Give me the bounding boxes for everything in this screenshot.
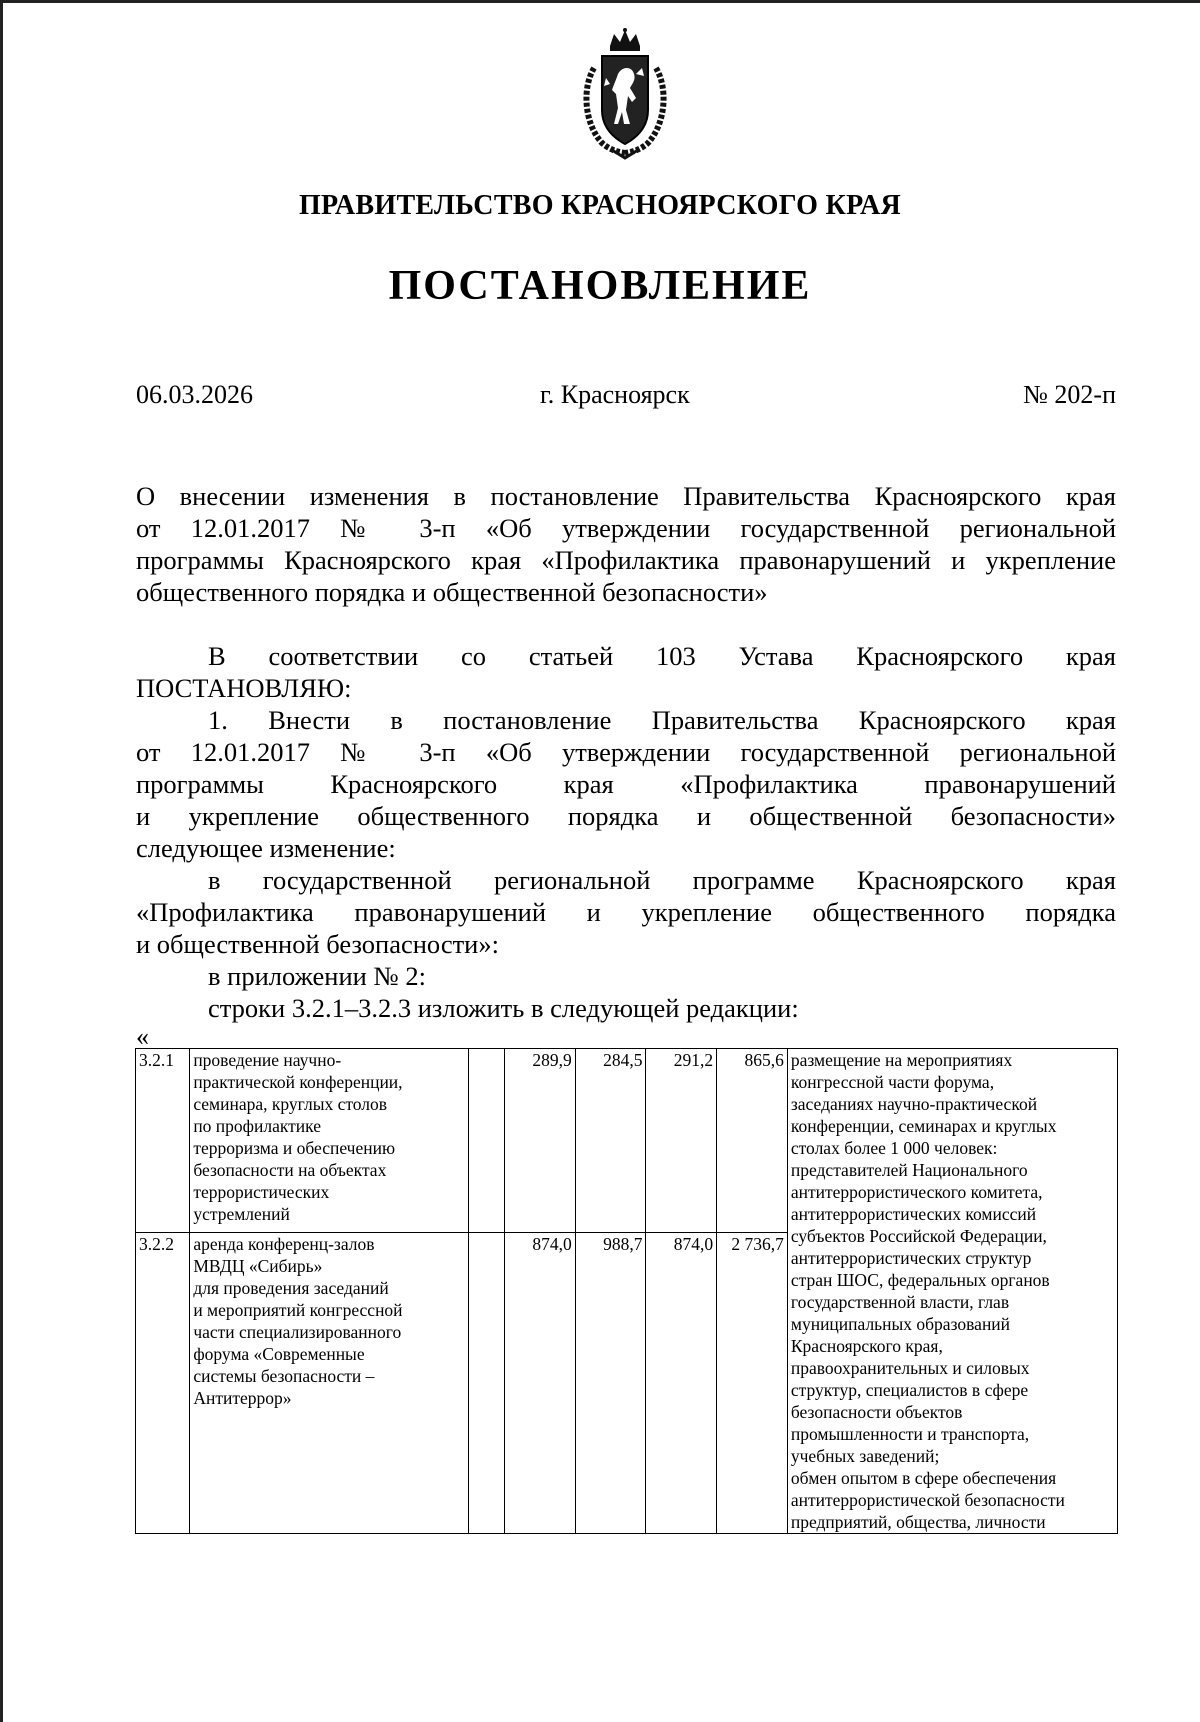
row-code: 3.2.2 (136, 1233, 190, 1534)
result-line: антитеррористических структур (790, 1248, 1032, 1268)
row-name (190, 1233, 469, 1534)
table-row (136, 1049, 1118, 1233)
result-line: антитеррористической безопасности (790, 1490, 1065, 1510)
coat-of-arms-icon (572, 28, 678, 160)
result-line: муниципальных образований (790, 1314, 1011, 1334)
document-type-title: ПОСТАНОВЛЕНИЕ (388, 263, 812, 309)
result-line: субъектов Российской Федерации, (790, 1226, 1047, 1246)
row-value-year-3: 874,0 (646, 1233, 717, 1534)
program-paragraph (136, 864, 1116, 960)
row-name-line: МВДЦ «Сибирь» (193, 1256, 323, 1276)
row-code: 3.2.1 (136, 1049, 190, 1233)
preamble-line: ПОСТАНОВЛЯЮ: (136, 673, 352, 703)
row-name-line: аренда конференц-залов (193, 1234, 375, 1254)
document-date: 06.03.2026 (136, 380, 253, 409)
row-value-year-3: 291,2 (646, 1049, 717, 1233)
row-name-line: семинара, круглых столов (193, 1094, 388, 1114)
row-value-year-1: 874,0 (505, 1233, 576, 1534)
result-line: представителей Национального (790, 1160, 1028, 1180)
preamble-line: В соответствии со статьей 103 Устава Красноярского края (208, 641, 1116, 671)
preamble-paragraph (136, 640, 1116, 704)
row-name-line: для проведения заседаний (193, 1278, 389, 1298)
row-value-total: 2 736,7 (717, 1233, 788, 1534)
result-line: предприятий, общества, личности (790, 1512, 1046, 1532)
page-edge-left (0, 0, 3, 1722)
row-name-line: и мероприятий конгрессной (193, 1300, 403, 1320)
title-line: от 12.01.2017 № 3-п «Об утверждении государственной региональной (136, 513, 1116, 543)
item-1-line: от 12.01.2017 № 3-п «Об утверждении государственной региональной (136, 737, 1116, 767)
result-line: антитеррористических комиссий (790, 1204, 1037, 1224)
row-value-total: 865,6 (717, 1049, 788, 1233)
row-value-year-2: 284,5 (575, 1049, 646, 1233)
row-empty-cell (469, 1233, 505, 1534)
program-table (135, 1048, 1118, 1534)
program-line: в государственной региональной программе Красноярского края (208, 865, 1116, 895)
title-line: О внесении изменения в постановление Правительства Красноярского края (136, 481, 1116, 511)
row-name-line: террористических (193, 1182, 330, 1202)
program-line: «Профилактика правонарушений и укрепление общественного порядка (136, 897, 1116, 927)
row-name-line: терроризма и обеспечению (193, 1138, 396, 1158)
row-name-line: форума «Современные (193, 1344, 365, 1364)
row-name (190, 1049, 469, 1233)
document-city: г. Красноярск (540, 380, 690, 409)
row-name-line: устремлений (193, 1204, 290, 1224)
row-name-line: части специализированного (193, 1322, 402, 1342)
expected-result-cell (787, 1049, 1117, 1534)
title-line: общественного порядка и общественной безопасности» (136, 577, 768, 607)
result-line: безопасности объектов (790, 1402, 963, 1422)
result-line: заседаниях научно-практической (790, 1094, 1038, 1114)
program-line: и общественной безопасности»: (136, 929, 499, 959)
row-name-line: системы безопасности – (193, 1366, 375, 1386)
row-value-year-1: 289,9 (505, 1049, 576, 1233)
result-line: правоохранительных и силовых (790, 1358, 1030, 1378)
item-1-line: и укрепление общественного порядка и общественной безопасности» (136, 801, 1116, 831)
rows-instruction-line: строки 3.2.1–3.2.3 изложить в следующей редакции: (208, 993, 799, 1023)
result-line: стран ШОС, федеральных органов (790, 1270, 1050, 1290)
item-1-line: программы Красноярского края «Профилактика правонарушений (136, 769, 1116, 799)
item-1-line: следующее изменение: (136, 833, 396, 863)
item-1-line: 1. Внести в постановление Правительства Красноярского края (208, 705, 1116, 735)
decree-title (136, 480, 1116, 608)
document-number: № 202-п (1023, 380, 1116, 409)
result-line: Красноярского края, (790, 1336, 943, 1356)
row-name-line: практической конференции, (193, 1072, 403, 1092)
row-name-line: по профилактике (193, 1116, 321, 1136)
title-line: программы Красноярского края «Профилактика правонарушений и укрепление (136, 545, 1116, 575)
result-line: учебных заведений; (790, 1446, 940, 1466)
row-name-line: безопасности на объектах (193, 1160, 387, 1180)
row-name-line: Антитеррор» (193, 1388, 292, 1408)
result-line: государственной власти, глав (790, 1292, 1010, 1312)
result-line: структур, специалистов в сфере (790, 1380, 1029, 1400)
row-name-line: проведение научно- (193, 1050, 342, 1070)
document-content (136, 480, 1116, 1534)
result-line: конгрессной части форума, (790, 1072, 995, 1092)
organization-title: ПРАВИТЕЛЬСТВО КРАСНОЯРСКОГО КРАЯ (298, 190, 902, 221)
result-line: промышленности и транспорта, (790, 1424, 1030, 1444)
result-line: размещение на мероприятиях (790, 1050, 1013, 1070)
row-empty-cell (469, 1049, 505, 1233)
row-value-year-2: 988,7 (575, 1233, 646, 1534)
result-line: антитеррористического комитета, (790, 1182, 1043, 1202)
appendix-line: в приложении № 2: (208, 961, 426, 991)
item-1-paragraph (136, 704, 1116, 864)
result-line: столах более 1 000 человек: (790, 1138, 998, 1158)
page-edge-top (0, 0, 1200, 3)
result-line: обмен опытом в сфере обеспечения (790, 1468, 1057, 1488)
open-quote: « (136, 1022, 149, 1051)
result-line: конференции, семинарах и круглых (790, 1116, 1057, 1136)
